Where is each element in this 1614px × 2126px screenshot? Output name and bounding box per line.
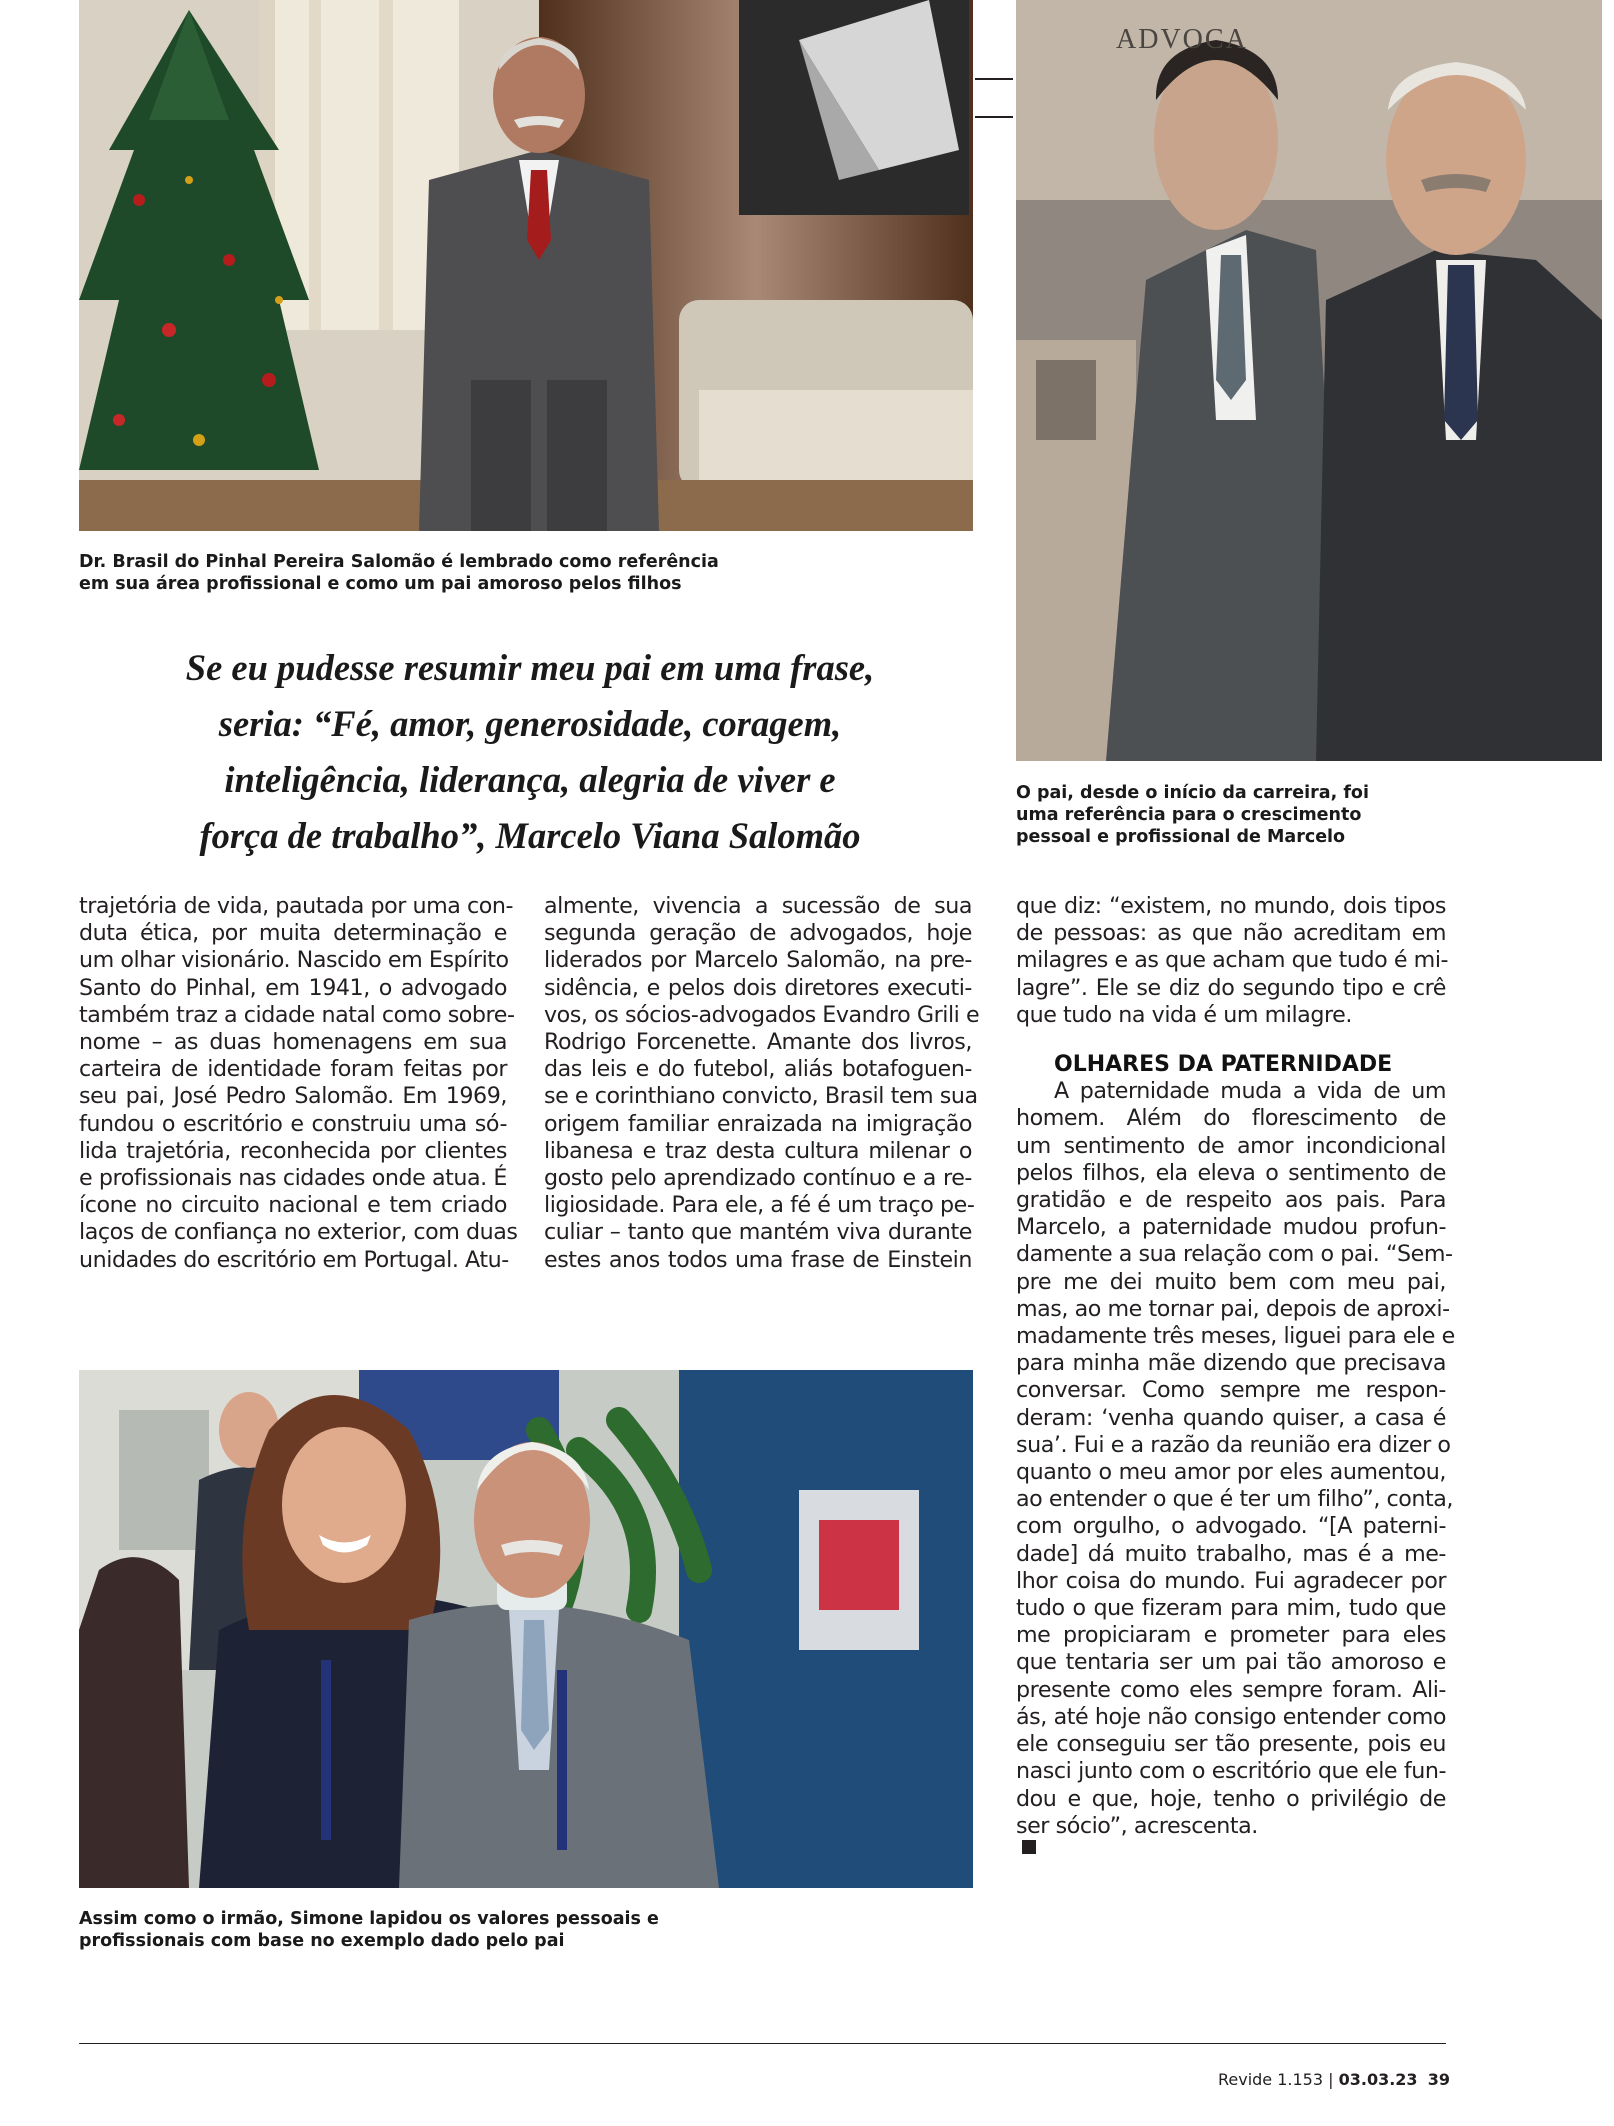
pull-quote-line: inteligência, liderança, alegria de viver e xyxy=(224,759,836,800)
caption-line: pessoal e profissional de Marcelo xyxy=(1016,827,1346,847)
photo-caption-top-right xyxy=(1016,782,1369,848)
caption-line: Dr. Brasil do Pinhal Pereira Salomão é lembrado como referência xyxy=(79,552,719,572)
text-line: ao entender o que é ter um filho”, conta, xyxy=(1016,1486,1454,1513)
caption-line: O pai, desde o início da carreira, foi xyxy=(1016,783,1369,803)
christmas-tree-portrait-photo xyxy=(79,0,973,531)
text-line: pre me dei muito bem com meu pai, xyxy=(1016,1268,1446,1295)
caption-line: Assim como o irmão, Simone lapidou os valores pessoais e xyxy=(79,1909,659,1929)
end-of-article-mark xyxy=(1022,1840,1036,1854)
footer-rule xyxy=(79,2043,1446,2044)
text-line: com orgulho, o advogado. “[A paterni- xyxy=(1016,1513,1446,1540)
text-line: duta ética, por muita determinação e xyxy=(79,920,507,947)
page-number: 39 xyxy=(1427,2070,1450,2089)
sign-text: ADVOCA xyxy=(1116,24,1248,55)
text-line: nasci junto com o escritório que ele fun- xyxy=(1016,1758,1446,1785)
text-line: tudo o que fizeram para mim, tudo que xyxy=(1016,1595,1446,1622)
text-line: sua’. Fui e a razão da reunião era dizer o xyxy=(1016,1431,1451,1458)
vintage-father-son-photo xyxy=(1016,0,1602,761)
text-line: ligiosidade. Para ele, a fé é um traço pe- xyxy=(544,1192,975,1219)
page-folio xyxy=(1218,2070,1450,2089)
article-column-1 xyxy=(79,893,518,1274)
text-line: vos, os sócios-advogados Evandro Grili e xyxy=(544,1001,980,1028)
text-line: estes anos todos uma frase de Einstein xyxy=(544,1246,972,1273)
article-column-2 xyxy=(544,893,980,1274)
text-line: carteira de identidade foram feitas por xyxy=(79,1056,507,1083)
event-portrait-photo xyxy=(79,1370,973,1888)
text-line: das leis e do futebol, aliás botafoguen- xyxy=(544,1056,972,1083)
text-line-final: ser sócio”, acrescenta. xyxy=(1016,1812,1258,1839)
text-line: gosto pelo aprendizado contínuo e a re- xyxy=(544,1165,972,1192)
text-line: milagres e as que acham que tudo é mi- xyxy=(1016,947,1449,974)
text-line: seu pai, José Pedro Salomão. Em 1969, xyxy=(79,1083,507,1110)
caption-line: em sua área profissional e como um pai amoroso pelos filhos xyxy=(79,574,682,594)
text-line: quanto o meu amor por eles aumentou, xyxy=(1016,1459,1446,1486)
text-line: mas, ao me tornar pai, depois de aproxi- xyxy=(1016,1295,1450,1322)
photo-caption-top-left xyxy=(79,551,719,595)
text-line: trajetória de vida, pautada por uma con- xyxy=(79,893,514,919)
text-line: A paternidade muda a vida de um xyxy=(1054,1078,1446,1105)
text-line: conversar. Como sempre me respon- xyxy=(1016,1377,1446,1404)
pull-quote-line: seria: “Fé, amor, generosidade, coragem, xyxy=(218,703,842,744)
pull-quote-line: Se eu pudesse resumir meu pai em uma frase, xyxy=(185,647,875,688)
text-line: lida trajetória, reconhecida por clientes xyxy=(79,1137,507,1164)
text-line: lagre”. Ele se diz do segundo tipo e crê xyxy=(1016,974,1446,1001)
text-line: libanesa e traz desta cultura milenar o xyxy=(544,1137,972,1164)
text-line: laços de confiança no exterior, com duas xyxy=(79,1219,518,1246)
text-line: lhor coisa do mundo. Fui agradecer por xyxy=(1016,1567,1446,1594)
text-line: ele conseguiu ser tão presente, pois eu xyxy=(1016,1731,1446,1758)
text-line: de pessoas: as que não acreditam em xyxy=(1016,920,1446,947)
text-line: deram: ‘venha quando quiser, a casa é xyxy=(1016,1404,1446,1431)
text-line: gratidão e de respeito aos pais. Para xyxy=(1016,1187,1446,1214)
photo-caption-bottom xyxy=(79,1908,659,1952)
pull-quote xyxy=(100,640,960,864)
text-line: um olhar visionário. Nascido em Espírito xyxy=(79,947,509,974)
text-line: origem familiar enraizada na imigração xyxy=(544,1110,972,1137)
text-line: também traz a cidade natal como sobre- xyxy=(79,1001,515,1028)
text-line: presente como eles sempre foram. Ali- xyxy=(1016,1676,1446,1703)
issue-date: 03.03.23 xyxy=(1338,2070,1418,2089)
article-column-3 xyxy=(1016,893,1455,1854)
folio-separator: | xyxy=(1328,2070,1334,2089)
text-line: se e corinthiano convicto, Brasil tem sua xyxy=(544,1083,978,1110)
text-line: Marcelo, a paternidade mudou profun- xyxy=(1016,1214,1446,1241)
text-line: segunda geração de advogados, hoje xyxy=(544,920,972,947)
section-subhead: OLHARES DA PATERNIDADE xyxy=(1054,1052,1393,1078)
publication-issue: Revide 1.153 xyxy=(1217,2070,1324,2089)
text-line: ás, até hoje não consigo entender como xyxy=(1016,1703,1446,1730)
text-line: almente, vivencia a sucessão de sua xyxy=(544,893,972,919)
text-line: damente a sua relação com o pai. “Sem- xyxy=(1016,1241,1453,1268)
text-line: ícone no circuito nacional e tem criado xyxy=(79,1192,507,1219)
text-line: um sentimento de amor incondicional xyxy=(1016,1132,1446,1159)
text-line: que tentaria ser um pai tão amoroso e xyxy=(1016,1649,1446,1676)
text-line: fundou o escritório e construiu uma só- xyxy=(79,1110,507,1137)
text-line: Santo do Pinhal, em 1941, o advogado xyxy=(79,974,507,1001)
text-line: culiar – tanto que mantém viva durante xyxy=(544,1219,972,1246)
text-line: liderados por Marcelo Salomão, na pre- xyxy=(544,947,972,974)
text-line: madamente três meses, liguei para ele e xyxy=(1016,1323,1455,1350)
text-line: homem. Além do florescimento de xyxy=(1016,1105,1446,1132)
caption-line: profissionais com base no exemplo dado pelo pai xyxy=(79,1931,565,1951)
pull-quote-line: força de trabalho”, Marcelo Viana Salomão xyxy=(199,815,861,856)
text-line: unidades do escritório em Portugal. Atu- xyxy=(79,1246,509,1273)
text-line: nome – as duas homenagens em sua xyxy=(79,1029,507,1056)
caption-line: uma referência para o crescimento xyxy=(1016,805,1362,825)
text-line: e profissionais nas cidades onde atua. É xyxy=(79,1165,507,1192)
text-line: para minha mãe dizendo que precisava xyxy=(1016,1350,1446,1377)
text-line: me propiciaram e prometer para eles xyxy=(1016,1622,1446,1649)
decorative-rule xyxy=(975,78,1013,80)
text-line: dou e que, hoje, tenho o privilégio de xyxy=(1016,1785,1446,1812)
text-line: sidência, e pelos dois diretores executi- xyxy=(544,974,972,1001)
text-line: que tudo na vida é um milagre. xyxy=(1016,1001,1352,1028)
text-line: que diz: “existem, no mundo, dois tipos xyxy=(1016,893,1446,919)
text-line: dade] dá muito trabalho, mas é a me- xyxy=(1016,1540,1446,1567)
text-line: pelos filhos, ela eleva o sentimento de xyxy=(1016,1159,1446,1186)
decorative-rule xyxy=(975,116,1013,118)
text-line: Rodrigo Forcenette. Amante dos livros, xyxy=(544,1029,972,1056)
text-line xyxy=(1016,1813,1446,1854)
